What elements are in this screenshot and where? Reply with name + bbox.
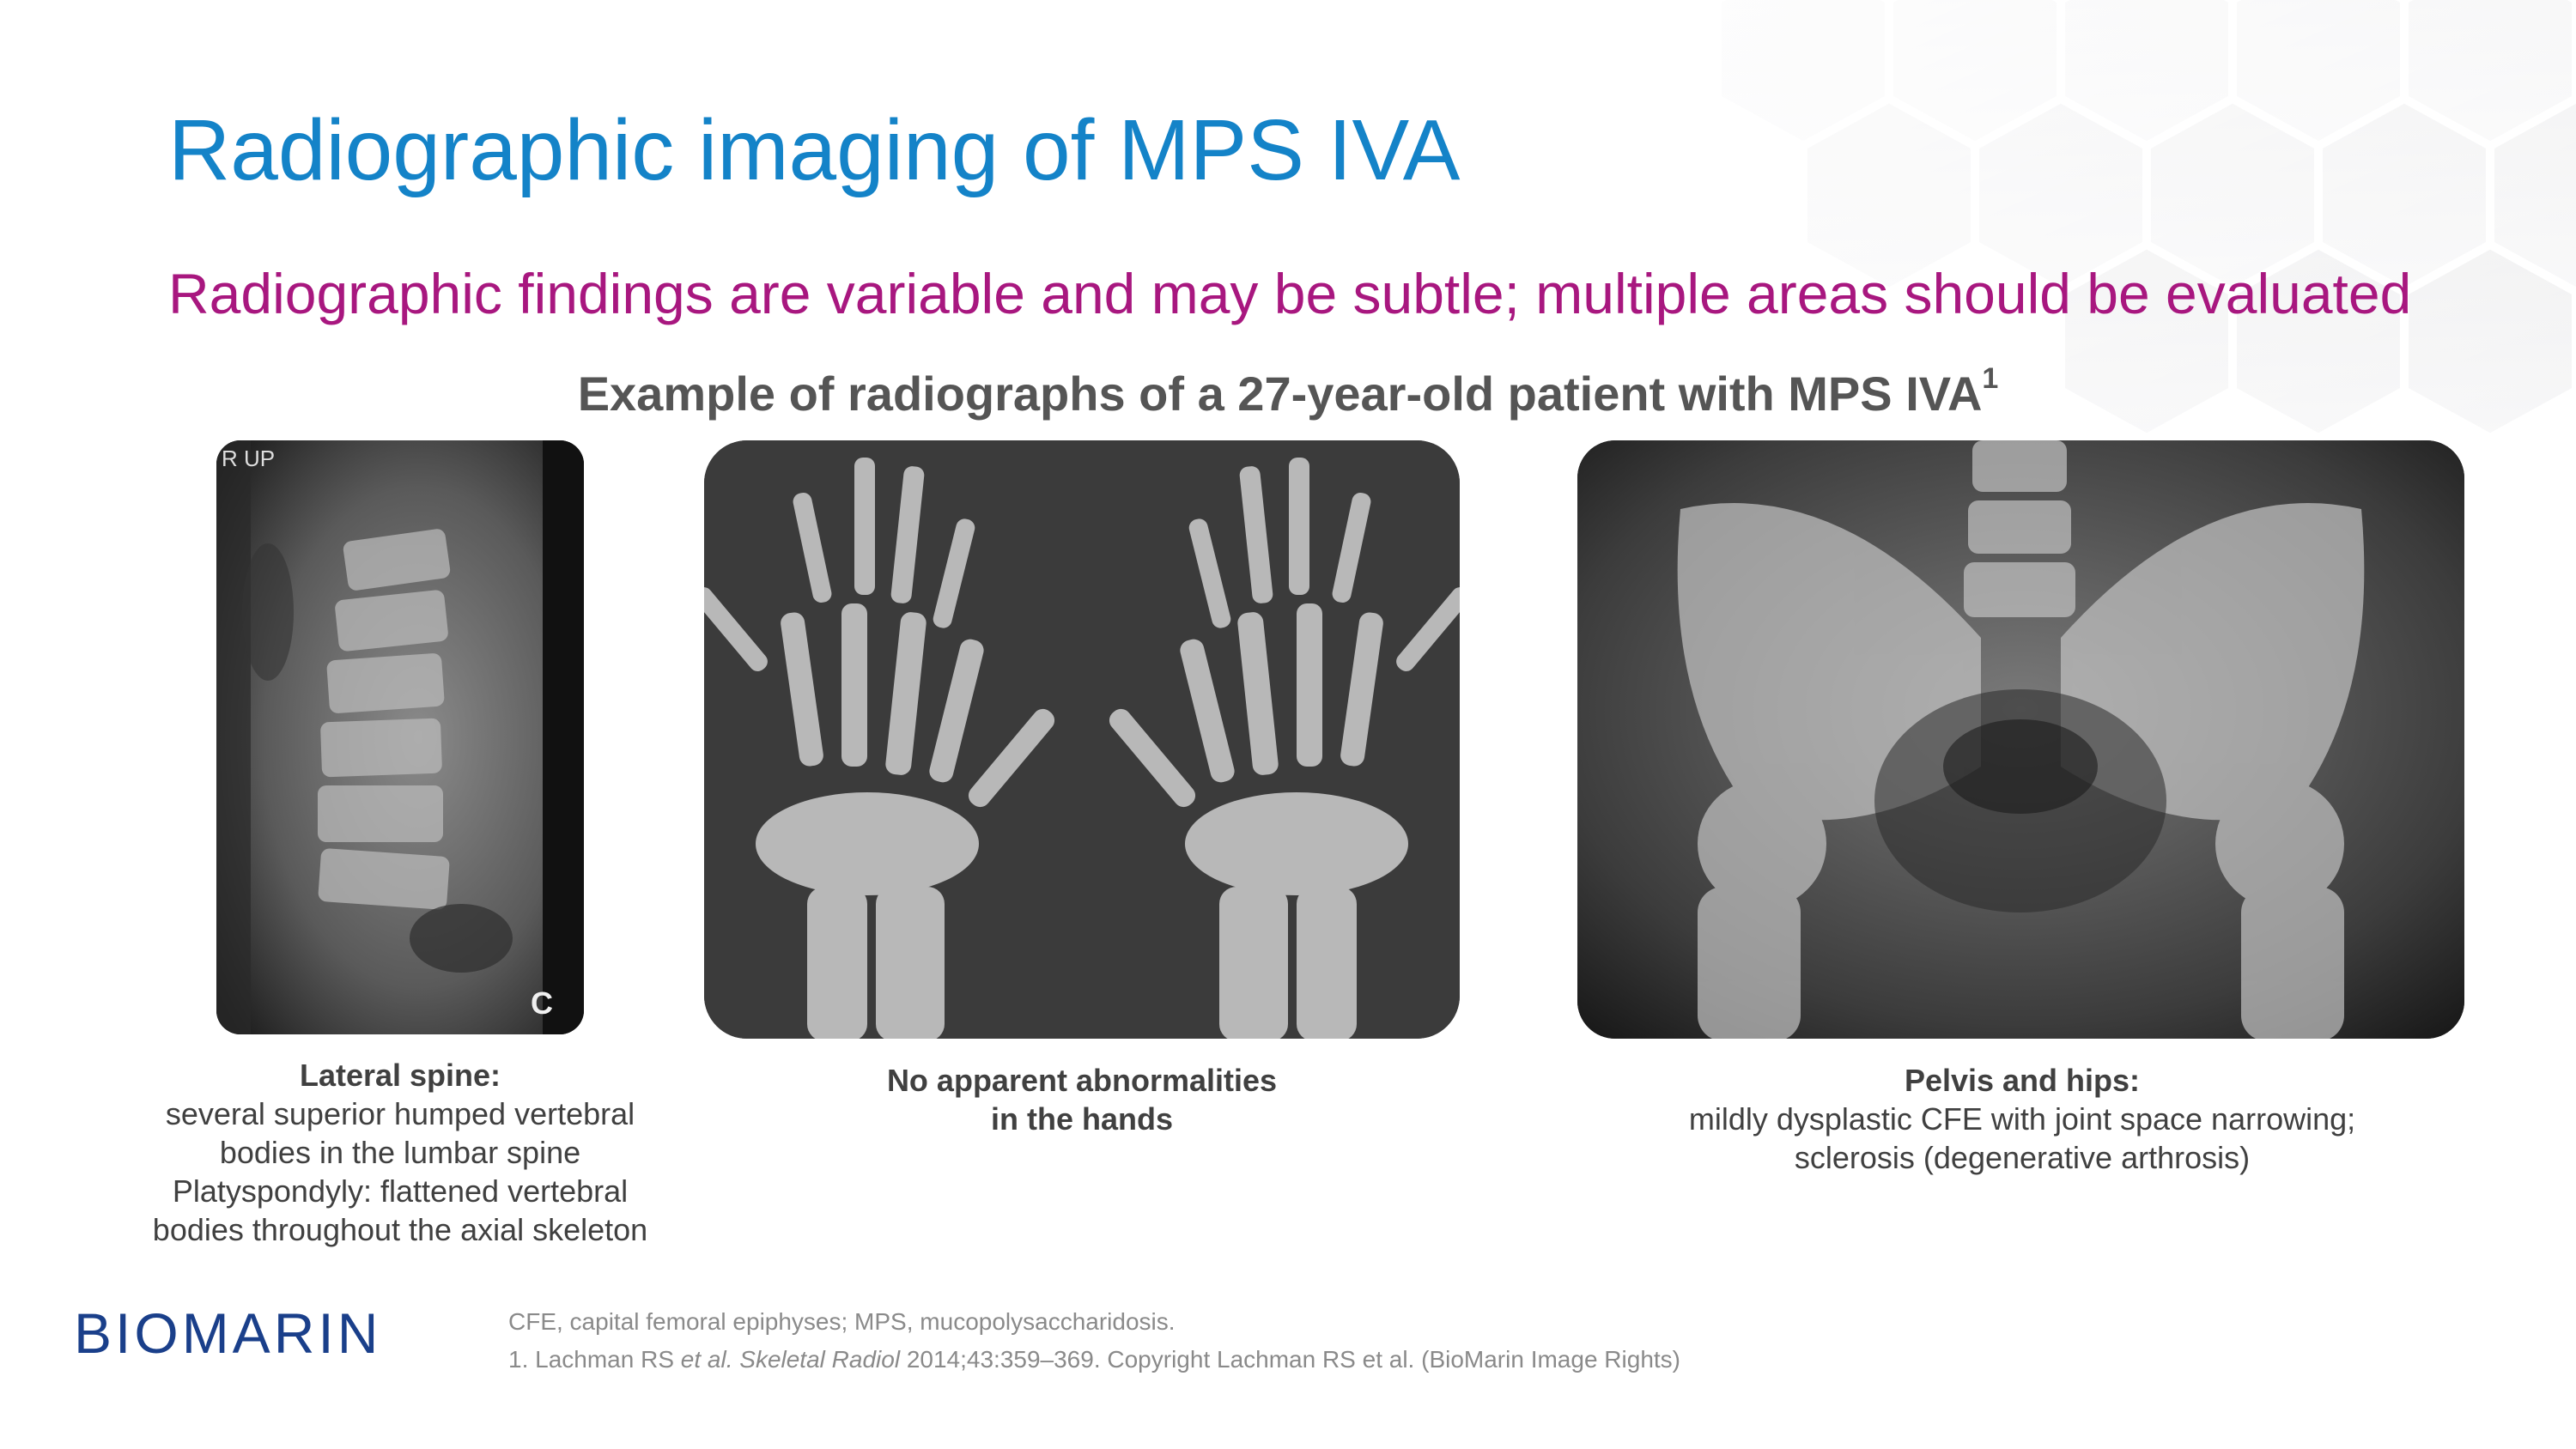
pelvis-caption-line: mildly dysplastic CFE with joint space narrowing; <box>1688 1101 2356 1137</box>
spine-caption-line: Platyspondyly: flattened vertebral <box>172 1173 629 1209</box>
hands-caption-line: in the hands <box>990 1101 1173 1137</box>
hands-caption <box>824 1061 1340 1138</box>
spine-caption-line: bodies in the lumbar spine <box>219 1135 581 1170</box>
ref-etal: et al. <box>680 1346 733 1373</box>
logo-text: BIOMARIN <box>74 1305 382 1360</box>
radiographs-heading <box>0 362 2576 421</box>
spine-caption <box>112 1056 689 1249</box>
spine-marker-bottom: C <box>531 985 553 1021</box>
hands-caption-line: No apparent abnormalities <box>886 1063 1278 1098</box>
heading-text: Example of radiographs of a 27-year-old patient with MPS IVA <box>577 367 1983 421</box>
pelvis-radiograph <box>1577 440 2464 1039</box>
reference-footnote <box>508 1341 1680 1379</box>
ref-suffix: 2014;43:359–369. Copyright Lachman RS et al. (BioMarin Image Rights) <box>900 1346 1680 1373</box>
ref-prefix: 1. Lachman RS <box>508 1346 681 1373</box>
spine-caption-line: bodies throughout the axial skeleton <box>152 1212 648 1247</box>
hands-radiograph <box>704 440 1460 1039</box>
spine-caption-title: Lateral spine: <box>299 1058 501 1093</box>
ref-journal: Skeletal Radiol <box>739 1346 901 1373</box>
pelvis-caption-title: Pelvis and hips: <box>1904 1063 2141 1098</box>
spine-caption-line: several superior humped vertebral <box>165 1096 635 1131</box>
heading-reference-superscript: 1 <box>1982 362 1999 395</box>
slide-title: Radiographic imaging of MPS IVA <box>168 102 1461 198</box>
spine-marker-top: R UP <box>222 446 276 471</box>
pelvis-caption-line: sclerosis (degenerative arthrosis) <box>1794 1140 2251 1175</box>
biomarin-logo <box>74 1305 417 1360</box>
footnotes <box>508 1303 1680 1379</box>
slide-subtitle: Radiographic findings are variable and may be subtle; multiple areas should be evaluated <box>168 262 2412 325</box>
pelvis-caption <box>1614 1061 2430 1177</box>
abbreviations-footnote: CFE, capital femoral epiphyses; MPS, mucopolysaccharidosis. <box>508 1308 1176 1335</box>
lateral-spine-radiograph <box>216 440 584 1034</box>
